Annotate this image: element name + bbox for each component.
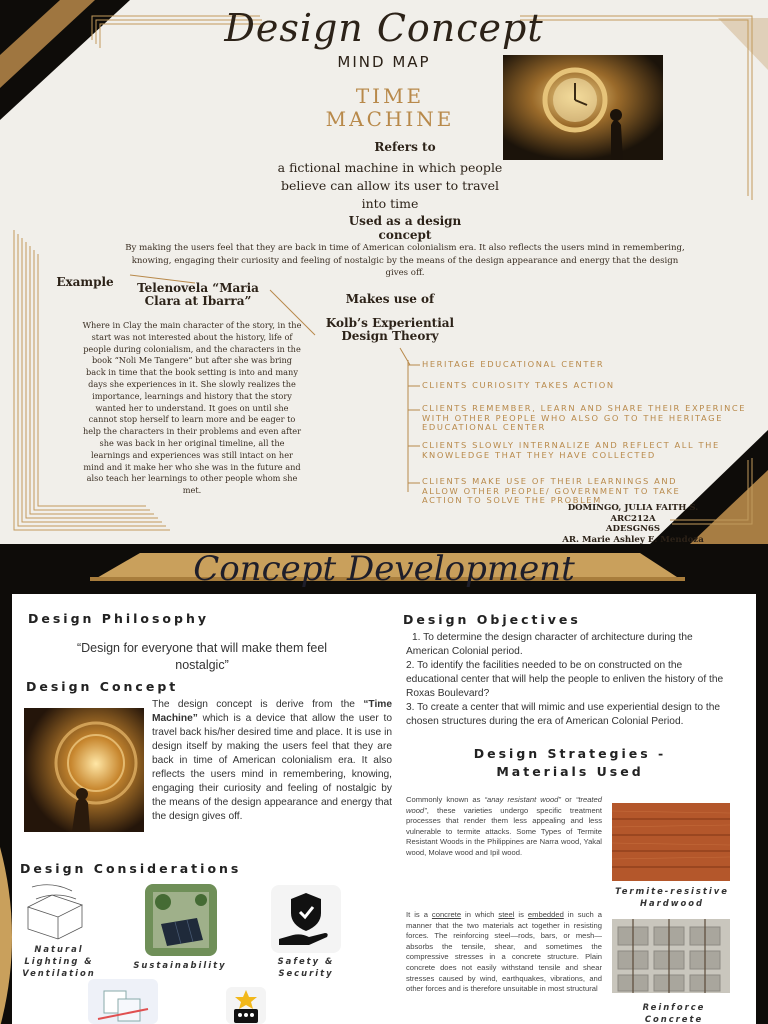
reinforced-concrete-image bbox=[612, 919, 730, 993]
wood-text-italic2: “treated wood” bbox=[406, 795, 602, 815]
concept-text bbox=[152, 698, 392, 824]
objective-item: 2. To identify the facilities needed to be on constructed on the educational center that will help the people to enliven the history of the Roxas Boulevard? bbox=[406, 660, 724, 699]
wood-text-post: , these varieties undergo specific treatment processes that render them less appealing and less vulnerable to termite attacks. Some Types of Termite Resistant Woods in the Philippines are Narra wood, Yakal wood, Molave wood and Ipil wood. bbox=[406, 805, 602, 857]
telenovela-title: Telenovela “Maria Clara at Ibarra” bbox=[137, 281, 259, 308]
credit-instructor: AR. Marie Ashley E. Mendoza bbox=[562, 534, 704, 544]
concept-development-slide bbox=[0, 547, 768, 1024]
kolb-item: HERITAGE EDUCATIONAL CENTER bbox=[422, 359, 605, 369]
wood-text-mid: or bbox=[560, 795, 576, 804]
sustainability-solar-icon bbox=[145, 884, 217, 956]
wood-text-italic1: “anay resistant wood” bbox=[484, 795, 561, 804]
credits bbox=[548, 503, 718, 544]
concrete-text-pre: It is a bbox=[406, 910, 432, 919]
makes-use-of-label: Makes use of bbox=[345, 292, 435, 306]
credit-section: ARC212A bbox=[610, 513, 656, 524]
concrete-caption: Reinforce Concrete bbox=[642, 1002, 706, 1024]
hardwood-image bbox=[612, 803, 730, 881]
mindmap-title: Design Concept bbox=[224, 6, 544, 50]
hardwood-caption: Termite-resistive Hardwood bbox=[615, 886, 729, 908]
credit-name: DOMINGO, JULIA FAITH S. bbox=[567, 503, 699, 513]
philosophy-quote: “Design for everyone that will make them feel nostalgic” bbox=[76, 641, 328, 672]
concrete-link-3: embedded bbox=[527, 910, 564, 919]
kolb-item: CLIENTS SLOWLY INTERNALIZE AND REFLECT ALL THE KNOWLEDGE THAT THEY HAVE COLLECTED bbox=[422, 440, 720, 460]
concrete-text-mid2: is bbox=[514, 910, 528, 919]
objectives-heading: Design Objectives bbox=[403, 612, 581, 627]
concept-text-bold: “Time Machine” bbox=[152, 699, 392, 724]
refers-to-label: Refers to bbox=[374, 140, 436, 154]
concrete-link-2: steel bbox=[498, 910, 515, 919]
safety-shield-hand-icon bbox=[271, 885, 341, 953]
objectives-list bbox=[406, 631, 732, 729]
natural-lighting-diagram-icon bbox=[22, 877, 94, 943]
concrete-text-post: in such a manner that the two materials act together in resisting forces. The reinforcing steel—rods, bars, or mesh—absorbs the tensile, shear, and sometimes the compressive stresses in a concrete structure. Plain concrete does not easily withstand tensile and shear stresses caused by wind, earthquakes, vibrations, and other forces and is therefore unsuitable in most structural bbox=[406, 910, 602, 994]
concept-heading: Design Concept bbox=[26, 679, 179, 694]
time-machine-clock-image bbox=[503, 55, 663, 160]
time-tunnel-image bbox=[24, 708, 144, 832]
concrete-link-1: concrete bbox=[431, 910, 462, 919]
example-label: Example bbox=[56, 275, 114, 289]
objective-item: 1. To determine the design character of architecture during the American Colonial period. bbox=[406, 632, 693, 657]
mindmap-subtitle: MIND MAP bbox=[337, 53, 431, 71]
strategies-heading-line1: Design Strategies - bbox=[473, 746, 667, 761]
used-as-label: Used as a design concept bbox=[348, 214, 462, 242]
time-machine-title-line2: MACHINE bbox=[325, 107, 455, 131]
kolb-theory-title: Kolb’s Experiential Design Theory bbox=[325, 316, 455, 343]
development-title: Concept Development bbox=[193, 549, 575, 589]
concept-text-post: which is a device that allow the user to travel back his/her desired time and place. It is use in design itself by making the users feel that they are back in time of American colonialism era. It also reflects the users mind in remembering, knowing, engaging their curiosity and feeling of nostalgic by the means of the design appearance and energy that the design gives off. bbox=[152, 713, 392, 822]
objective-item: 3. To create a center that will mimic and use experiential design to the chosen structures during the era of American Colonial Period. bbox=[406, 702, 721, 727]
philosophy-heading: Design Philosophy bbox=[28, 611, 210, 626]
strategies-heading-line2: Materials Used bbox=[496, 764, 644, 779]
time-machine-title-line1: TIME bbox=[355, 84, 425, 108]
considerations-heading: Design Considerations bbox=[20, 861, 242, 876]
kolb-item: CLIENTS MAKE USE OF THEIR LEARNINGS AND ALLOW OTHER PEOPLE/ GOVERNMENT TO TAKE ACTION TO SOLVE THE PROBLEM bbox=[422, 476, 681, 505]
kolb-item: CLIENTS REMEMBER, LEARN AND SHARE THEIR EXPERINCE WITH OTHER PEOPLE WHO ALSO GO TO THE HERITAGE EDUCATIONAL CENTER bbox=[422, 403, 747, 432]
wood-text bbox=[406, 795, 602, 859]
kolb-item: CLIENTS CURIOSITY TAKES ACTION bbox=[422, 380, 615, 390]
definition-text: a fictional machine in which people believe can allow its user to travel into time bbox=[277, 160, 503, 211]
wood-text-pre: Commonly known as bbox=[406, 795, 485, 804]
story-text: Where in Clay the main character of the story, in the start was not interested about the history, life of people during colonialism, and the characters in the book “Noli Me Tangere” but after she was bring back in time that the book setting is into and many days she experiences in it. She slowly realizes the importance, learnings and history that the story wanted her to understand. It goes on until she cannot stop herself to learn more and be eager to help the characters in their problems and even after she was back in her original timeline, all the learnings and experiences was still intact on her mind and it make her who she was in the future and also teach her learnings to other people whom she met. bbox=[82, 320, 302, 496]
consideration-caption: Natural Lighting & Ventilation bbox=[22, 944, 96, 978]
blocks-diagram-icon bbox=[88, 979, 158, 1024]
concrete-text bbox=[406, 910, 602, 995]
used-as-text: By making the users feel that they are back in time of American colonialism era. It also reflects the users mind in remembering, knowing, engaging their curiosity and feeling of nostalgic by the means of the design appearance and energy that the design gives off. bbox=[125, 243, 685, 278]
credit-course: ADESGN6S bbox=[605, 524, 661, 534]
consideration-caption: Sustainability bbox=[133, 960, 227, 970]
consideration-caption: Safety & Security bbox=[277, 956, 335, 978]
concrete-text-mid1: in which bbox=[461, 910, 499, 919]
community-star-icon bbox=[226, 987, 266, 1024]
concept-text-pre: The design concept is derive from the bbox=[152, 699, 364, 710]
